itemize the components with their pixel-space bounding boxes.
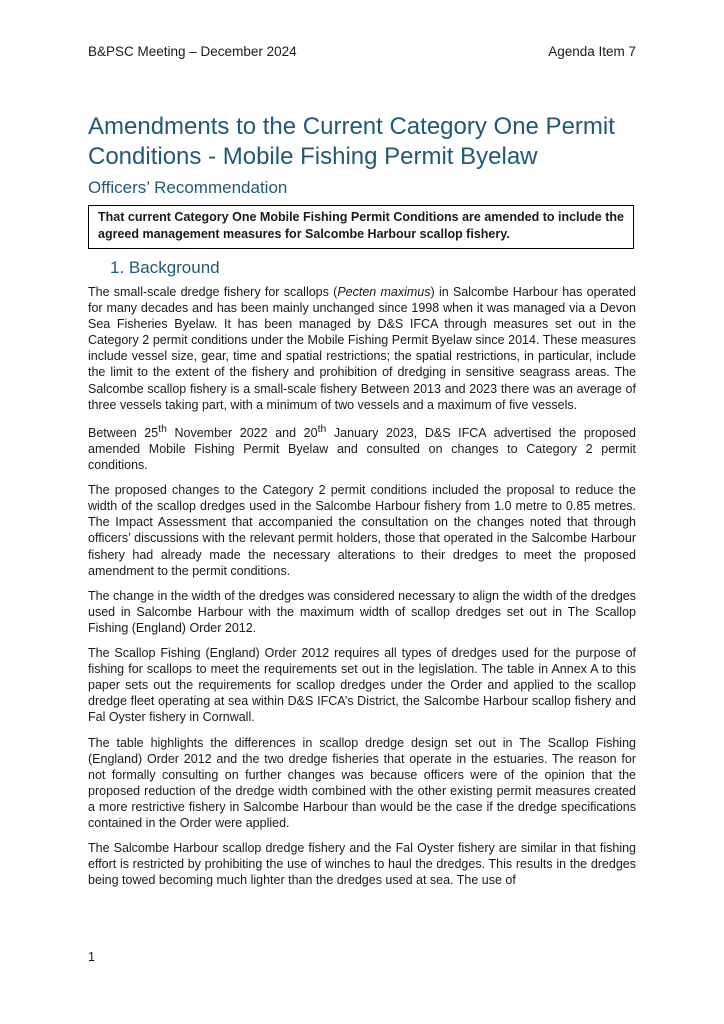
recommendation-text: That current Category One Mobile Fishing Permit Conditions are amended to include the agreed management measures for Salcombe Harbour scallop fishery.	[98, 210, 624, 241]
recommendation-heading: Officers’ Recommendation	[88, 178, 288, 197]
page-number: 1	[88, 950, 95, 964]
document-title: Amendments to the Current Category One Permit Conditions - Mobile Fishing Permit Byelaw	[88, 113, 615, 170]
section-heading-background: 1. Background	[110, 258, 220, 277]
paragraph-1: The small-scale dredge fishery for scallops (Pecten maximus) in Salcombe Harbour has operated for many decades and has been mainly unchanged since 1998 when it was managed via a Devon Sea Fisheries Byelaw. It has been managed by D&S IFCA through measures set out in the Category 2 permit conditions under the Mobile Fishing Permit Byelaw since 2014. These measures include vessel size, gear, time and spatial restrictions; the spatial restrictions, in particular, include the limit to the extent of the fishery and prohibition of dredging in sensitive seagrass areas. The Salcombe scallop fishery is a small-scale fishery Between 2013 and 2023 there was an average of three vessels taking part, with a minimum of two vessels and a maximum of five vessels.	[88, 285, 636, 412]
paragraph-4: The change in the width of the dredges was considered necessary to align the width of the dredges used in Salcombe Harbour with the maximum width of scallop dredges set out in The Scallop Fishing (England) Order 2012.	[88, 588, 636, 635]
paragraph-3: The proposed changes to the Category 2 permit conditions included the proposal to reduce the width of the scallop dredges used in the Salcombe Harbour fishery from 1.0 metre to 0.85 metres. The Impact Assessment that accompanied the consultation on the changes noted that through officers’ discussions with the relevant permit holders, those that operated in the Salcombe Harbour fishery had already made the necessary alterations to their dredges to meet the proposed amendment to the permit conditions.	[88, 483, 636, 578]
page-header	[88, 44, 636, 59]
paragraph-5: The Scallop Fishing (England) Order 2012 requires all types of dredges used for the purpose of fishing for scallops to meet the requirements set out in the legislation. The table in Annex A to this paper sets out the requirements for scallop dredges under the Order and applied to the scallop dredge fleet operating at sea within D&S IFCA’s District, the Salcombe Harbour scallop fishery and Fal Oyster fishery in Cornwall.	[88, 646, 636, 725]
paragraph-6: The table highlights the differences in scallop dredge design set out in The Scallop Fishing (England) Order 2012 and the two dredge fisheries that operate in the estuaries. The reason for not formally consulting on further changes was because officers were of the opinion that the proposed reduction of the dredge width combined with the other existing permit measures created a more restrictive fishery in Salcombe Harbour than would be the case if the dredge specifications contained in the Order were applied.	[88, 735, 636, 830]
header-meeting-label: B&PSC Meeting – December 2024	[88, 44, 297, 59]
header-agenda-item: Agenda Item 7	[548, 44, 636, 59]
body-text	[88, 284, 636, 897]
paragraph-2: Between 25th November 2022 and 20th January 2023, D&S IFCA advertised the proposed amended Mobile Fishing Permit Byelaw and consulted on changes to Category 2 permit conditions.	[88, 423, 636, 473]
species-name: Pecten maximus	[337, 285, 431, 299]
paragraph-7: The Salcombe Harbour scallop dredge fishery and the Fal Oyster fishery are similar in that fishing effort is restricted by prohibiting the use of winches to haul the dredges. This results in the dredges being towed becoming much lighter than the dredges used at sea. The use of	[88, 841, 636, 888]
recommendation-box	[88, 205, 634, 249]
